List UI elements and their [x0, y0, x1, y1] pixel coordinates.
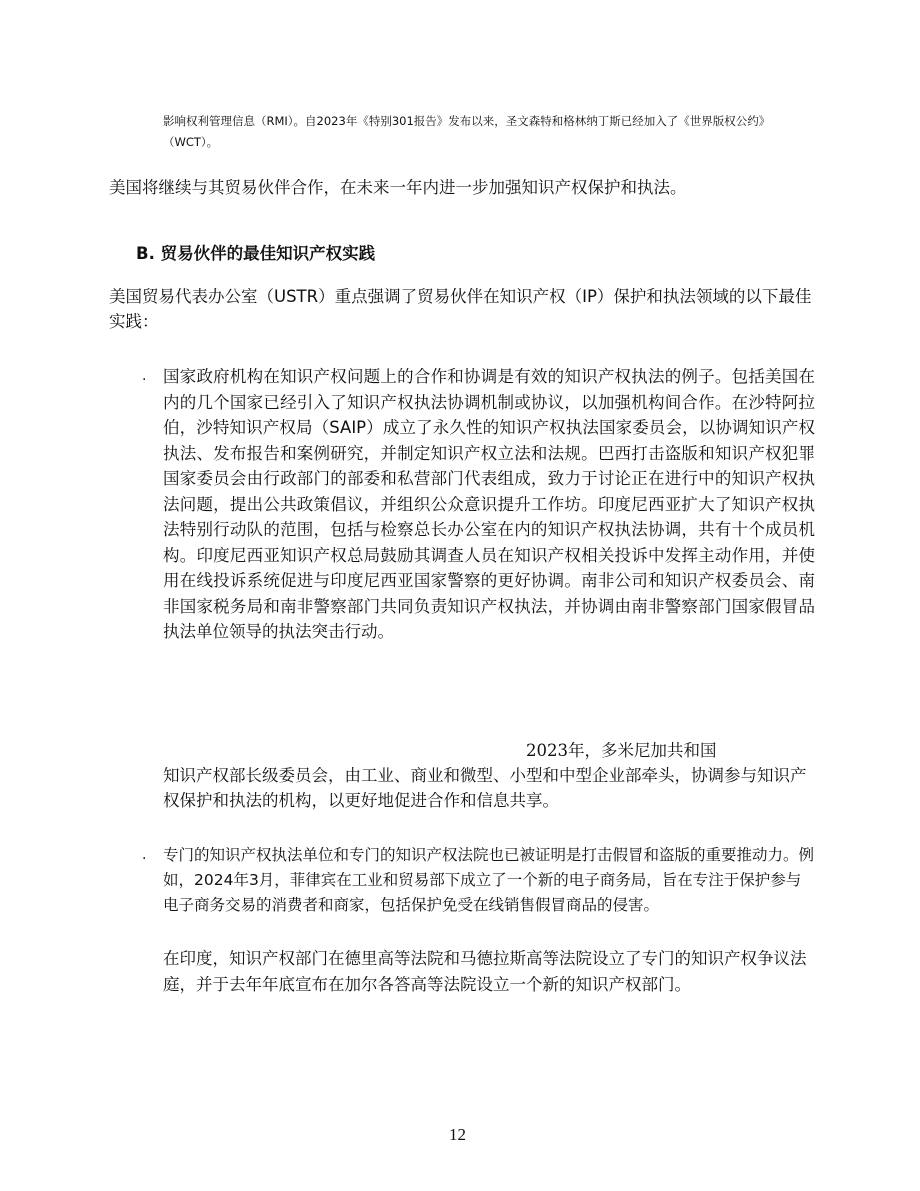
bullet-marker-1: ·: [142, 372, 147, 388]
bullet-2-continued-text: 在印度，知识产权部门在德里高等法院和马德拉斯高等法院设立了专门的知识产权争议法庭，并于去年年底宣布在加尔各答高等法院设立一个新的知识产权部门。: [163, 949, 807, 994]
bullet-2-text: 专门的知识产权执法单位和专门的知识产权法院也已被证明是打击假冒和盗版的重要推动力。例如，2024年3月，菲律宾在工业和贸易部下成立了一个新的电子商务局，旨在专注于保护参与电子商务交易的消费者和商家，包括保护免受在线销售假冒商品的侵害。: [163, 846, 815, 914]
paragraph-intro: 美国贸易代表办公室（USTR）重点强调了贸易伙伴在知识产权（IP）保护和执法领域的以下最佳实践：: [109, 287, 812, 331]
bullet-1-continued-lead: 2023年，多米尼加共和国: [526, 741, 717, 760]
bullet-marker-2: ·: [142, 851, 147, 867]
section-heading-b: B. 贸易伙伴的最佳知识产权实践: [136, 244, 376, 263]
footnote-text: 影响权利管理信息（RMI）。自2023年《特别301报告》发布以来，圣文森特和格林纳丁斯已经加入了《世界版权公约》（WCT）。: [163, 114, 771, 149]
page-number: 12: [449, 1125, 466, 1144]
bullet-1-continued-text: 知识产权部长级委员会，由工业、商业和微型、小型和中型企业部牵头，协调参与知识产权保护和执法的机构，以更好地促进合作和信息共享。: [163, 766, 807, 810]
paragraph-continue: 美国将继续与其贸易伙伴合作，在未来一年内进一步加强知识产权保护和执法。: [109, 178, 687, 197]
bullet-1-text: 国家政府机构在知识产权问题上的合作和协调是有效的知识产权执法的例子。包括美国在内的几个国家已经引入了知识产权执法协调机制或协议，以加强机构间合作。在沙特阿拉伯，沙特知识产权局（SAIP）成立了永久性的知识产权执法国家委员会，以协调知识产权执法、发布报告和案例研究，并制定知识产权立法和法规。巴西打击盗版和知识产权犯罪国家委员会由行政部门的部委和私营部门代表组成，致力于讨论正在进行中的知识产权执法问题，提出公共政策倡议，并组织公众意识提升工作坊。印度尼西亚扩大了知识产权执法特别行动队的范围，包括与检察总长办公室在内的知识产权执法协调，共有十个成员机构。印度尼西亚知识产权总局鼓励其调查人员在知识产权相关投诉中发挥主动作用，并使用在线投诉系统促进与印度尼西亚国家警察的更好协调。南非公司和知识产权委员会、南非国家税务局和南非警察部门共同负责知识产权执法，并协调由南非警察部门国家假冒品执法单位领导的执法突击行动。: [163, 367, 815, 641]
